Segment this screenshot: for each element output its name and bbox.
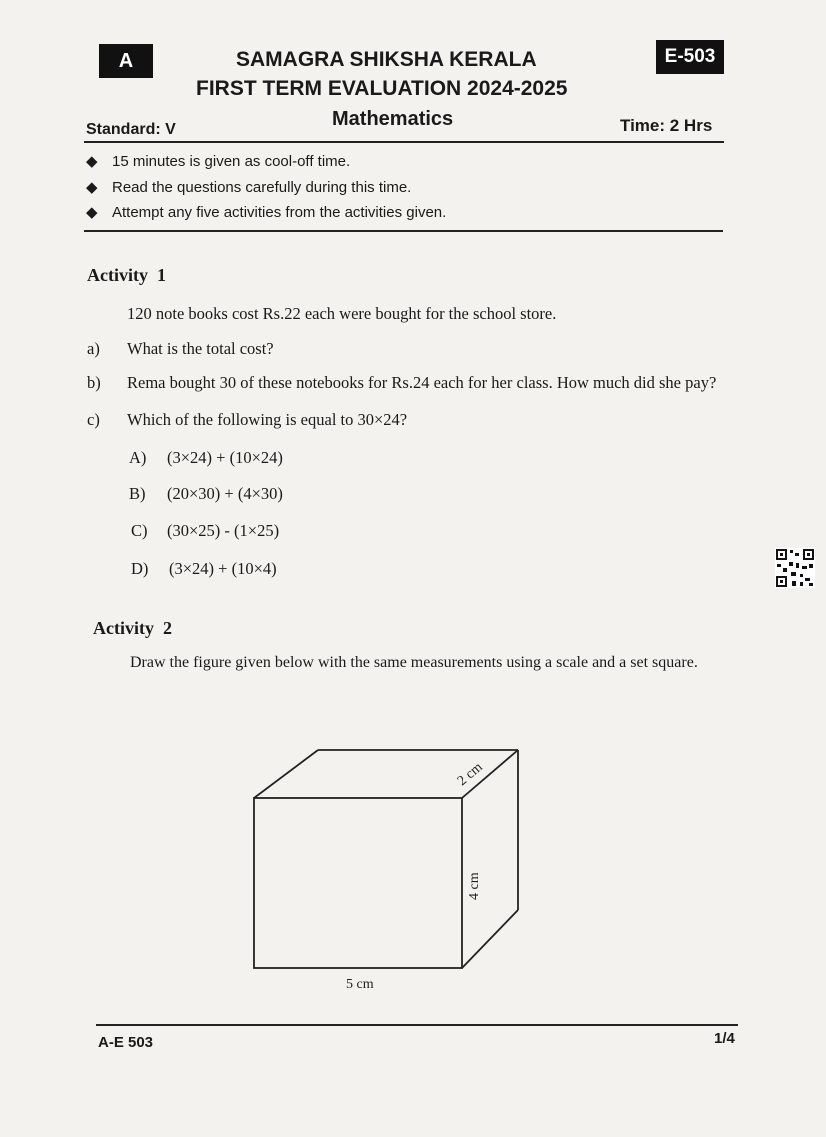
instruction-text: Attempt any five activities from the activities given.: [112, 204, 447, 221]
instructions-divider: [84, 230, 723, 232]
depth-label: 2 cm: [454, 759, 486, 790]
width-label: 5 cm: [346, 977, 374, 992]
height-label: 4 cm: [467, 872, 482, 900]
instruction-text: 15 minutes is given as cool-off time.: [112, 153, 351, 170]
instruction-item: [86, 203, 446, 221]
option-label: A): [129, 448, 147, 467]
time-label: Time: 2 Hrs: [620, 116, 713, 135]
set-code-badge: [99, 44, 153, 78]
activity-2-instruction: Draw the figure given below with the same measurements using a scale and a set square.: [130, 654, 698, 671]
top-left-depth-edge: [254, 750, 318, 798]
activity-1-intro: 120 note books cost Rs.22 each were bought for the school store.: [127, 304, 557, 323]
paper-code: E-503: [664, 46, 716, 67]
header-divider: [84, 141, 724, 143]
option-d-text: (3×24) + (10×4): [169, 559, 277, 578]
bullet-icon: ◆: [86, 153, 98, 170]
paper-code-badge: [656, 40, 724, 74]
activity-1-title: Activity 1: [87, 265, 166, 285]
option-label: C): [131, 521, 148, 540]
question-c-text: Which of the following is equal to 30×24?: [127, 410, 408, 429]
option-b-text: (20×30) + (4×30): [167, 484, 283, 503]
question-label: b): [87, 373, 101, 392]
page-number: 1/4: [714, 1030, 735, 1047]
question-a-text: What is the total cost?: [127, 339, 274, 358]
footer-divider: [96, 1024, 738, 1026]
bullet-icon: ◆: [86, 179, 98, 196]
set-code: A: [118, 49, 134, 72]
bottom-right-depth-edge: [462, 910, 518, 968]
option-label: D): [131, 559, 149, 578]
question-label: c): [87, 410, 100, 429]
question-label: a): [87, 339, 100, 358]
option-a-text: (3×24) + (10×24): [167, 448, 283, 467]
option-c-text: (30×25) - (1×25): [167, 521, 280, 540]
qr-code-icon: [775, 548, 815, 588]
exam-title: FIRST TERM EVALUATION 2024-2025: [196, 77, 568, 100]
front-face: [254, 798, 462, 968]
instruction-text: Read the questions carefully during this time.: [112, 179, 412, 196]
instruction-item: [86, 178, 411, 196]
cuboid-figure: [240, 740, 540, 1000]
subject-title: Mathematics: [332, 108, 454, 130]
org-title: SAMAGRA SHIKSHA KERALA: [236, 48, 537, 71]
standard-label: Standard: V: [86, 121, 176, 138]
instruction-item: [86, 152, 350, 170]
question-b-text: Rema bought 30 of these notebooks for Rs.24 each for her class. How much did she pay?: [127, 373, 717, 392]
footer-code: A-E 503: [98, 1034, 154, 1051]
activity-2-title: Activity 2: [93, 618, 172, 638]
bullet-icon: ◆: [86, 204, 98, 221]
option-label: B): [129, 484, 146, 503]
